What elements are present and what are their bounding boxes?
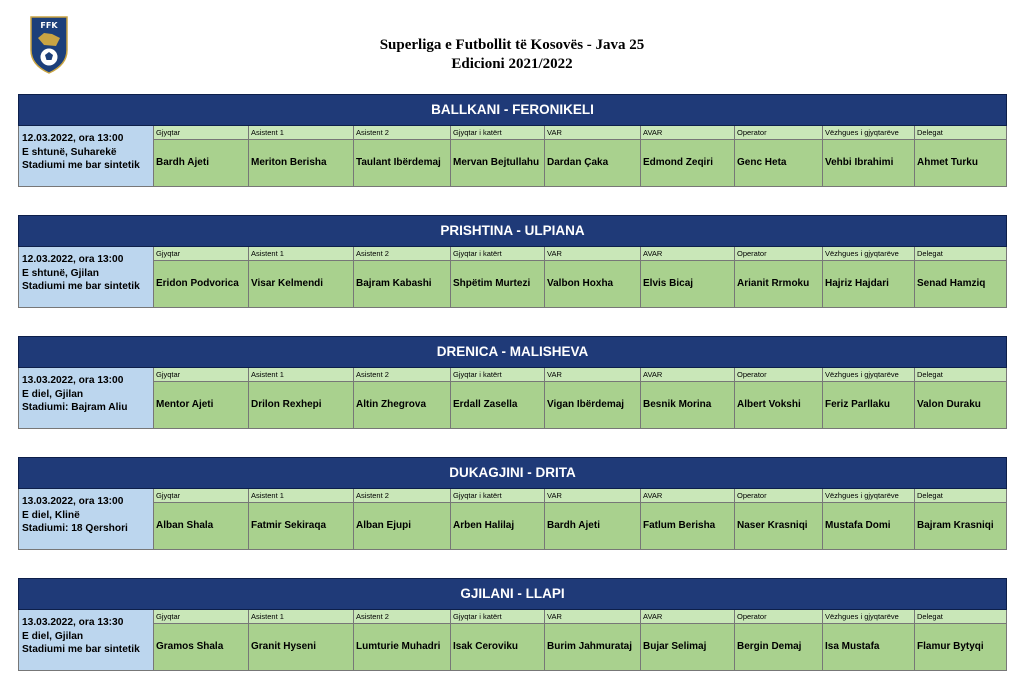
official-name: Edmond Zeqiri — [641, 140, 735, 187]
role-label: Delegat — [915, 610, 1007, 624]
match-title: GJILANI - LLAPI — [18, 578, 1007, 610]
role-label: AVAR — [641, 126, 735, 140]
official-name: Bergin Demaj — [735, 624, 823, 671]
match-info — [18, 610, 154, 671]
official-name: Elvis Bicaj — [641, 261, 735, 308]
official-name: Burim Jahmurataj — [545, 624, 641, 671]
match-info — [18, 489, 154, 550]
role-label: Operator — [735, 489, 823, 503]
official-name: Erdall Zasella — [451, 382, 545, 429]
match-stadium: Stadiumi: Bajram Aliu — [22, 402, 128, 413]
official-name: Mustafa Domi — [823, 503, 915, 550]
role-label: VAR — [545, 489, 641, 503]
role-label: Delegat — [915, 126, 1007, 140]
match-stadium: Stadiumi me bar sintetik — [22, 644, 140, 655]
role-label: Gjyqtar — [154, 126, 249, 140]
role-label: AVAR — [641, 489, 735, 503]
official-name: Fatmir Sekiraqa — [249, 503, 354, 550]
role-label: Asistent 1 — [249, 247, 354, 261]
official-name: Flamur Bytyqi — [915, 624, 1007, 671]
match-stadium: Stadiumi me bar sintetik — [22, 281, 140, 292]
role-label: Asistent 2 — [354, 126, 451, 140]
match-date: 12.03.2022, ora 13:00 — [22, 133, 124, 144]
role-label: Gjyqtar i katërt — [451, 247, 545, 261]
official-name: Lumturie Muhadri — [354, 624, 451, 671]
role-label: AVAR — [641, 247, 735, 261]
official-name: Bujar Selimaj — [641, 624, 735, 671]
official-name: Gramos Shala — [154, 624, 249, 671]
official-name: Mervan Bejtullahu — [451, 140, 545, 187]
official-name: Bardh Ajeti — [154, 140, 249, 187]
official-name: Eridon Podvorica — [154, 261, 249, 308]
official-name: Vehbi Ibrahimi — [823, 140, 915, 187]
official-name: Albert Vokshi — [735, 382, 823, 429]
role-label: AVAR — [641, 610, 735, 624]
match-date: 13.03.2022, ora 13:00 — [22, 375, 124, 386]
role-label: Gjyqtar — [154, 368, 249, 382]
official-name: Besnik Morina — [641, 382, 735, 429]
role-label: Vëzhgues i gjyqtarëve — [823, 247, 915, 261]
match-info — [18, 247, 154, 308]
official-name: Bajram Krasniqi — [915, 503, 1007, 550]
role-label: Asistent 1 — [249, 126, 354, 140]
role-label: Vëzhgues i gjyqtarëve — [823, 368, 915, 382]
role-label: VAR — [545, 610, 641, 624]
role-label: Delegat — [915, 489, 1007, 503]
official-name: Arianit Rrmoku — [735, 261, 823, 308]
role-label: Operator — [735, 126, 823, 140]
official-name: Granit Hyseni — [249, 624, 354, 671]
official-name: Senad Hamziq — [915, 261, 1007, 308]
role-label: Asistent 2 — [354, 610, 451, 624]
role-label: Asistent 2 — [354, 489, 451, 503]
official-name: Shpëtim Murtezi — [451, 261, 545, 308]
official-name: Vigan Ibërdemaj — [545, 382, 641, 429]
official-name: Meriton Berisha — [249, 140, 354, 187]
role-label: Gjyqtar — [154, 247, 249, 261]
official-name: Altin Zhegrova — [354, 382, 451, 429]
official-name: Dardan Çaka — [545, 140, 641, 187]
official-name: Drilon Rexhepi — [249, 382, 354, 429]
match-day-place: E diel, Klinë — [22, 509, 80, 521]
official-name: Ahmet Turku — [915, 140, 1007, 187]
match-info — [18, 368, 154, 429]
match-title: DUKAGJINI - DRITA — [18, 457, 1007, 489]
official-name: Hajriz Hajdari — [823, 261, 915, 308]
role-label: Vëzhgues i gjyqtarëve — [823, 610, 915, 624]
official-name: Isa Mustafa — [823, 624, 915, 671]
official-name: Visar Kelmendi — [249, 261, 354, 308]
role-label: Asistent 1 — [249, 489, 354, 503]
official-name: Feriz Parllaku — [823, 382, 915, 429]
role-label: Gjyqtar — [154, 489, 249, 503]
role-label: AVAR — [641, 368, 735, 382]
official-name: Bajram Kabashi — [354, 261, 451, 308]
role-label: Asistent 1 — [249, 610, 354, 624]
page-title: Superliga e Futbollit të Kosovës - Java 25 — [379, 37, 645, 53]
match-title: DRENICA - MALISHEVA — [18, 336, 1007, 368]
official-name: Mentor Ajeti — [154, 382, 249, 429]
role-label: Operator — [735, 247, 823, 261]
official-name: Alban Shala — [154, 503, 249, 550]
svg-text:FFK: FFK — [40, 21, 58, 30]
official-name: Bardh Ajeti — [545, 503, 641, 550]
role-label: Operator — [735, 610, 823, 624]
match-day-place: E diel, Gjilan — [22, 630, 84, 642]
match-date: 13.03.2022, ora 13:30 — [22, 617, 124, 628]
role-label: VAR — [545, 126, 641, 140]
role-label: Vëzhgues i gjyqtarëve — [823, 489, 915, 503]
match-block — [18, 215, 1007, 308]
match-day-place: E diel, Gjilan — [22, 388, 84, 400]
match-block — [18, 336, 1007, 429]
match-block — [18, 457, 1007, 550]
official-name: Naser Krasniqi — [735, 503, 823, 550]
match-block — [18, 94, 1007, 187]
match-block — [18, 578, 1007, 671]
role-label: Delegat — [915, 368, 1007, 382]
official-name: Genc Heta — [735, 140, 823, 187]
official-name: Valon Duraku — [915, 382, 1007, 429]
role-label: Gjyqtar i katërt — [451, 610, 545, 624]
role-label: Gjyqtar i katërt — [451, 368, 545, 382]
role-label: VAR — [545, 368, 641, 382]
role-label: Operator — [735, 368, 823, 382]
match-title: PRISHTINA - ULPIANA — [18, 215, 1007, 247]
match-stadium: Stadiumi: 18 Qershori — [22, 523, 128, 534]
role-label: Gjyqtar — [154, 610, 249, 624]
role-label: Gjyqtar i katërt — [451, 489, 545, 503]
role-label: Delegat — [915, 247, 1007, 261]
official-name: Fatlum Berisha — [641, 503, 735, 550]
match-info — [18, 126, 154, 187]
role-label: VAR — [545, 247, 641, 261]
match-day-place: E shtunë, Suharekë — [22, 146, 117, 158]
role-label: Asistent 2 — [354, 368, 451, 382]
official-name: Isak Ceroviku — [451, 624, 545, 671]
match-stadium: Stadiumi me bar sintetik — [22, 160, 140, 171]
role-label: Gjyqtar i katërt — [451, 126, 545, 140]
official-name: Taulant Ibërdemaj — [354, 140, 451, 187]
page-subtitle: Edicioni 2021/2022 — [451, 56, 573, 72]
match-title: BALLKANI - FERONIKELI — [18, 94, 1007, 126]
official-name: Alban Ejupi — [354, 503, 451, 550]
match-day-place: E shtunë, Gjilan — [22, 267, 99, 279]
match-date: 13.03.2022, ora 13:00 — [22, 496, 124, 507]
official-name: Valbon Hoxha — [545, 261, 641, 308]
role-label: Asistent 1 — [249, 368, 354, 382]
role-label: Asistent 2 — [354, 247, 451, 261]
official-name: Arben Halilaj — [451, 503, 545, 550]
role-label: Vëzhgues i gjyqtarëve — [823, 126, 915, 140]
match-date: 12.03.2022, ora 13:00 — [22, 254, 124, 265]
